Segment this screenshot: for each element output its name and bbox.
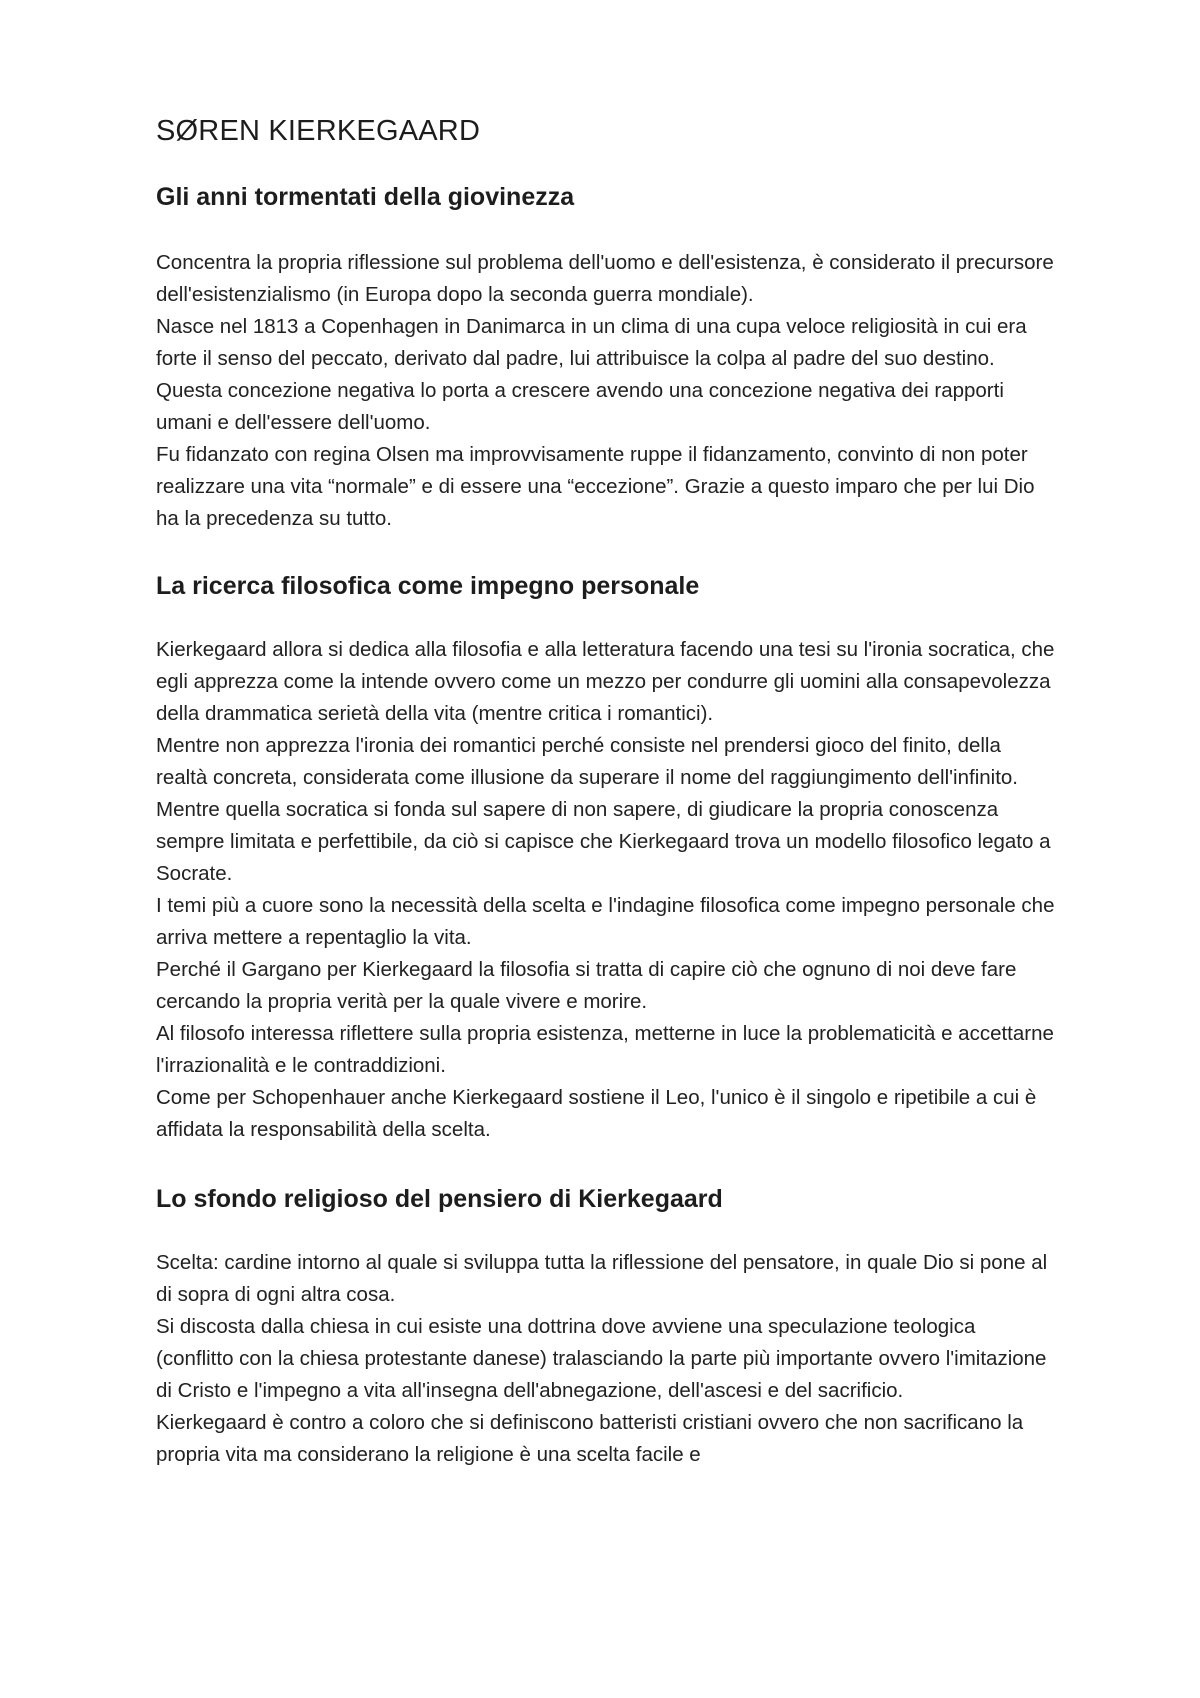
section-giovinezza [156,180,1056,535]
paragraph: Si discosta dalla chiesa in cui esiste una dottrina dove avviene una speculazione teologica (conflitto con la chiesa protestante danese) tralasciando la parte più importante ovvero l'imitazione di Cristo e l'impegno a vita all'insegna dell'abnegazione, dell'ascesi e del sacrificio. [156,1315,1047,1402]
section-body [156,1247,1056,1471]
section-ricerca-filosofica [156,569,1056,1146]
section-heading: Gli anni tormentati della giovinezza [156,183,575,211]
paragraph: Questa concezione negativa lo porta a crescere avendo una concezione negativa dei rapporti umani e dell'essere dell'uomo. [156,379,1004,434]
section-heading: Lo sfondo religioso del pensiero di Kierkegaard [156,1185,723,1213]
section-heading: La ricerca filosofica come impegno personale [156,572,700,600]
paragraph: Nasce nel 1813 a Copenhagen in Danimarca in un clima di una cupa veloce religiosità in cui era forte il senso del peccato, derivato dal padre, lui attribuisce la colpa al padre del suo destino. [156,315,1027,370]
section-sfondo-religioso [156,1182,1056,1471]
paragraph: Perché il Gargano per Kierkegaard la filosofia si tratta di capire ciò che ognuno di noi deve fare cercando la propria verità per la quale vivere e morire. [156,958,1017,1013]
paragraph: Mentre quella socratica si fonda sul sapere di non sapere, di giudicare la propria conoscenza sempre limitata e perfettibile, da ciò si capisce che Kierkegaard trova un modello filosofico legato a Socrate. [156,798,1051,885]
paragraph: Al filosofo interessa riflettere sulla propria esistenza, metterne in luce la problematicità e accettarne l'irrazionalità e le contraddizioni. [156,1022,1054,1077]
section-body [156,634,1056,1146]
section-body [156,247,1056,535]
paragraph: Scelta: cardine intorno al quale si sviluppa tutta la riflessione del pensatore, in quale Dio si pone al di sopra di ogni altra cosa. [156,1251,1048,1306]
paragraph: Fu fidanzato con regina Olsen ma improvvisamente ruppe il fidanzamento, convinto di non poter realizzare una vita “normale” e di essere una “eccezione”. Grazie a questo imparo che per lui Dio ha la precedenza su tutto. [156,443,1035,530]
document-title: SØREN KIERKEGAARD [156,115,481,147]
paragraph: Kierkegaard è contro a coloro che si definiscono batteristi cristiani ovvero che non sacrificano la propria vita ma considerano la religione è una scelta facile e [156,1411,1024,1466]
paragraph: Mentre non apprezza l'ironia dei romantici perché consiste nel prendersi gioco del finito, della realtà concreta, considerata come illusione da superare il nome del raggiungimento dell'infinito. [156,734,1018,789]
document-page [156,108,1056,1471]
paragraph: Kierkegaard allora si dedica alla filosofia e alla letteratura facendo una tesi su l'ironia socratica, che egli apprezza come la intende ovvero come un mezzo per condurre gli uomini alla consapevolezza della drammatica serietà della vita (mentre critica i romantici). [156,638,1055,725]
paragraph: Concentra la propria riflessione sul problema dell'uomo e dell'esistenza, è considerato il precursore dell'esistenzialismo (in Europa dopo la seconda guerra mondiale). [156,251,1054,306]
paragraph: I temi più a cuore sono la necessità della scelta e l'indagine filosofica come impegno personale che arriva mettere a repentaglio la vita. [156,894,1055,949]
paragraph: Come per Schopenhauer anche Kierkegaard sostiene il Leo, l'unico è il singolo e ripetibile a cui è affidata la responsabilità della scelta. [156,1086,1037,1141]
